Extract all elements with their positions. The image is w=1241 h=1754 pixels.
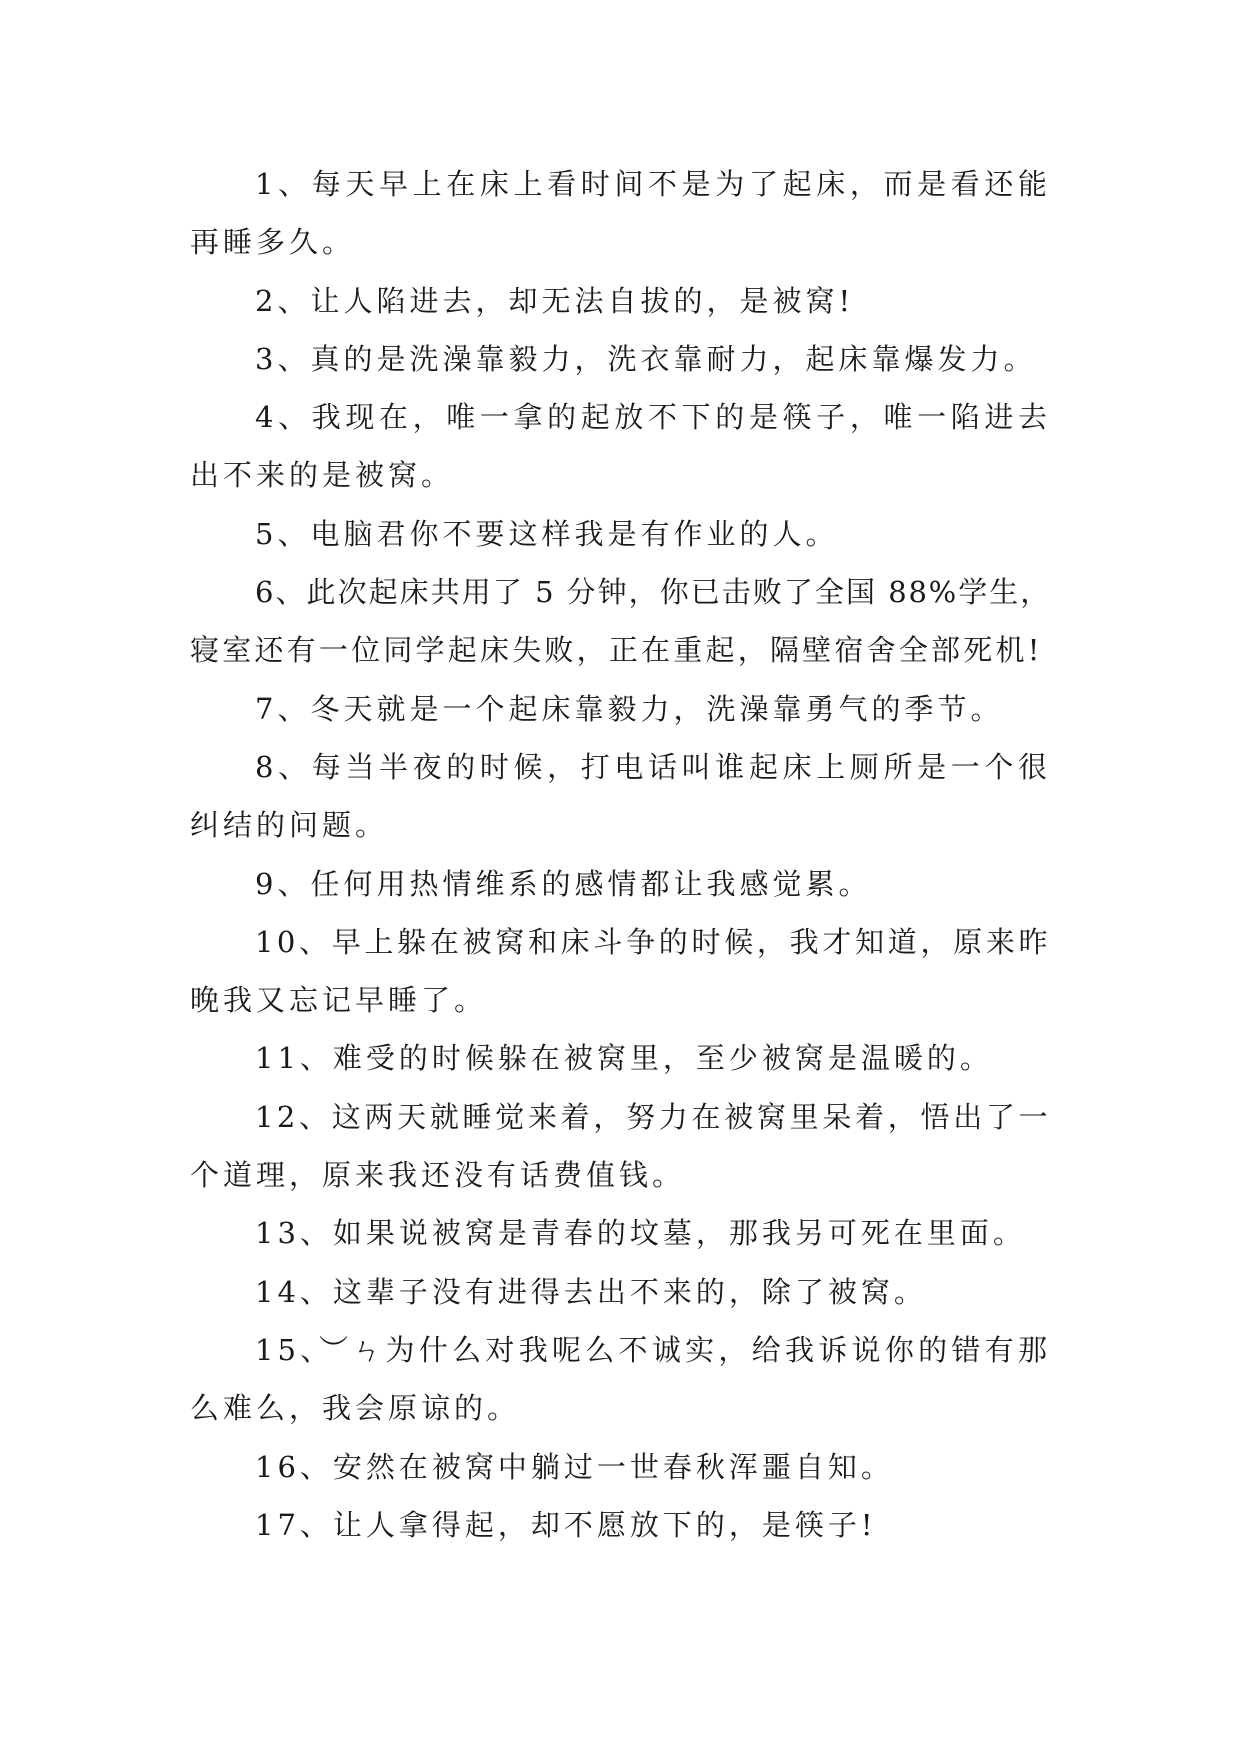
paragraph-line: 13、如果说被窝是青春的坟墓，那我另可死在里面。 — [255, 1216, 1026, 1251]
paragraph-11 — [190, 1029, 1051, 1087]
paragraph-line: 么难么，我会原谅的。 — [190, 1391, 521, 1426]
paragraph-line: 3、真的是洗澡靠毅力，洗衣靠耐力，起床靠爆发力。 — [255, 341, 1037, 376]
paragraph-2 — [190, 272, 1051, 330]
paragraph-line: 17、让人拿得起，却不愿放下的，是筷子! — [255, 1507, 877, 1542]
paragraph-10 — [190, 913, 1051, 1030]
paragraph-5 — [190, 505, 1051, 563]
paragraph-line: 8、每当半夜的时候，打电话叫谁起床上厕所是一个很 — [255, 749, 1051, 784]
paragraph-line: 2、让人陷进去，却无法自拔的，是被窝! — [255, 283, 855, 318]
paragraph-6 — [190, 563, 1051, 680]
paragraph-line: 12、这两天就睡觉来着，努力在被窝里呆着，悟出了一 — [255, 1099, 1051, 1134]
paragraph-1 — [190, 155, 1051, 272]
paragraph-line: 个道理，原来我还没有话费值钱。 — [190, 1158, 686, 1193]
paragraph-line: 再睡多久。 — [190, 225, 356, 260]
paragraph-16 — [190, 1438, 1051, 1496]
paragraph-4 — [190, 388, 1051, 505]
paragraph-3 — [190, 330, 1051, 388]
paragraph-line: 1、每天早上在床上看时间不是为了起床，而是看还能 — [255, 167, 1051, 201]
paragraph-line: 4、我现在，唯一拿的起放不下的是筷子，唯一陷进去 — [255, 400, 1051, 435]
document-body — [190, 155, 1051, 1554]
paragraph-line: 16、安然在被窝中躺过一世春秋浑噩自知。 — [255, 1449, 894, 1484]
paragraph-line: 5、电脑君你不要这样我是有作业的人。 — [255, 516, 839, 551]
paragraph-line: 出不来的是被窝。 — [190, 458, 455, 493]
paragraph-7 — [190, 680, 1051, 738]
paragraph-13 — [190, 1204, 1051, 1262]
paragraph-line: 11、难受的时候躲在被窝里，至少被窝是温暖的。 — [255, 1041, 993, 1076]
paragraph-17 — [190, 1496, 1051, 1554]
paragraph-9 — [190, 855, 1051, 913]
paragraph-line: 纠结的问题。 — [190, 808, 389, 843]
paragraph-15 — [190, 1321, 1051, 1438]
paragraph-8 — [190, 738, 1051, 855]
paragraph-line: 9、任何用热情维系的感情都让我感觉累。 — [255, 866, 872, 901]
paragraph-line: 15、︶ㄣ为什么对我呢么不诚实，给我诉说你的错有那 — [255, 1332, 1051, 1367]
paragraph-line: 6、此次起床共用了 5 分钟，你已击败了全国 88%学生， — [255, 575, 1051, 610]
paragraph-line: 14、这辈子没有进得去出不来的，除了被窝。 — [255, 1274, 927, 1309]
paragraph-line: 寝室还有一位同学起床失败，正在重起，隔壁宿舍全部死机! — [190, 633, 1043, 668]
paragraph-line: 晚我又忘记早睡了。 — [190, 983, 488, 1018]
paragraph-line: 7、冬天就是一个起床靠毅力，洗澡靠勇气的季节。 — [255, 691, 1004, 726]
paragraph-12 — [190, 1088, 1051, 1205]
paragraph-14 — [190, 1263, 1051, 1321]
paragraph-line: 10、早上躲在被窝和床斗争的时候，我才知道，原来昨 — [255, 924, 1051, 959]
